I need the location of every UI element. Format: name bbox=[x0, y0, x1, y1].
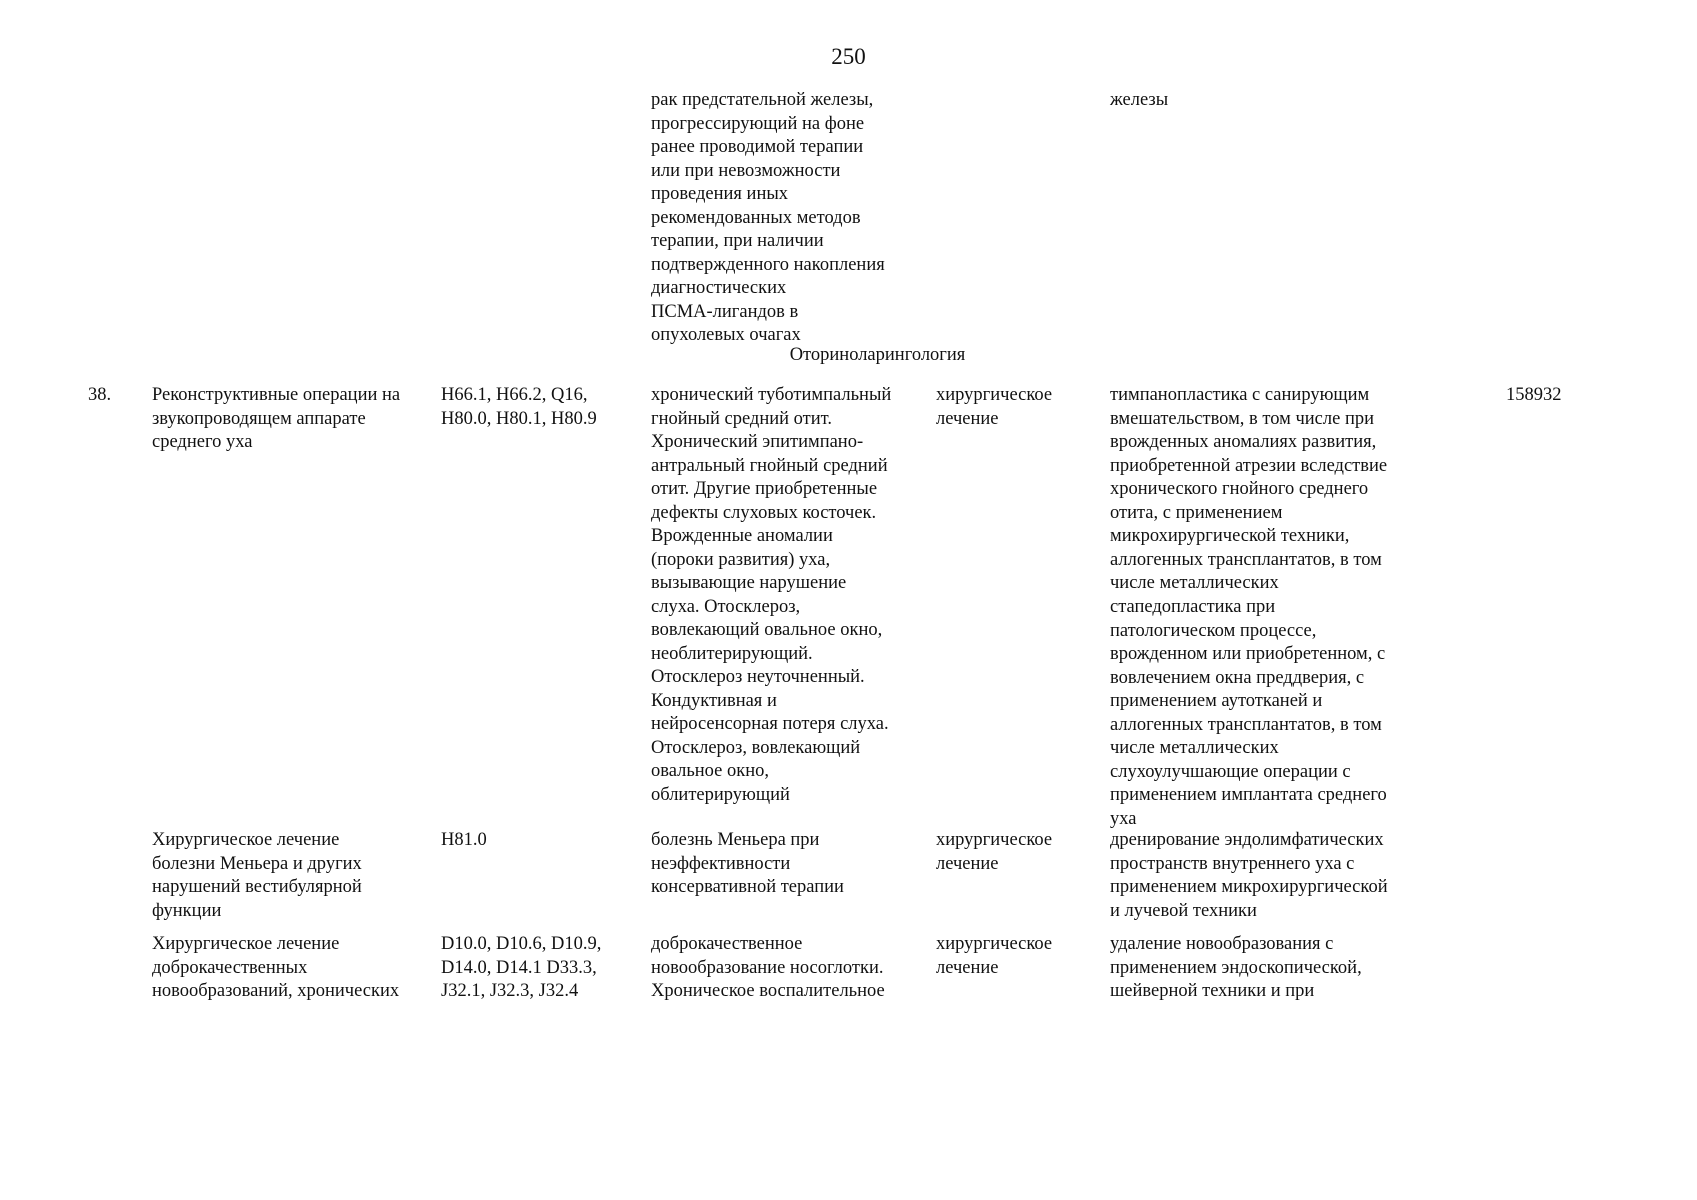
treatment-type: хирургическое лечение bbox=[936, 830, 1053, 874]
treatment-method: тимпанопластика с санирующим вмешательством, в том числе при врожденных аномалиях развития, приобретенной атрезии вследствие хронического гнойного среднего отита, с применением микрохирургической техники, аллогенных трансплантатов, в том числе металлических bbox=[1110, 385, 1388, 593]
treatment-method: удаление новообразования с применением эндоскопической, шейверной техники и при bbox=[1110, 934, 1362, 1001]
continuation-model-cell: рак предстательной железы, прогрессирующий на фоне ранее проводимой терапии или при невозможности проведения иных рекомендованных методов терапии, при наличии подтвержденного накопления диагностических ПСМА-лигандов в опухолевых очагах bbox=[651, 90, 885, 345]
icd-codes: D10.0, D10.6, D10.9, D14.0, D14.1 D33.3, J32.1, J32.3, J32.4 bbox=[441, 934, 602, 1001]
patient-model: болезнь Меньера при неэффективности консервативной терапии bbox=[651, 830, 844, 897]
cost-value: 158932 bbox=[1506, 385, 1562, 405]
procedure-name: Реконструктивные операции на звукопроводящем аппарате среднего уха bbox=[152, 385, 401, 452]
treatment-type: хирургическое лечение bbox=[936, 934, 1053, 978]
procedure-name: Хирургическое лечение доброкачественных новообразований, хронических bbox=[152, 934, 400, 1001]
treatment-method: стапедопластика при патологическом процессе, врожденном или приобретенном, с вовлечением окна преддверия, с применением аутотканей и аллогенных трансплантатов, в том числе металлических слухоулучшающие операции с применением имплантата среднего уха bbox=[1110, 597, 1387, 829]
procedure-name: Хирургическое лечение болезни Меньера и других нарушений вестибулярной функции bbox=[152, 830, 362, 921]
patient-model: доброкачественное новообразование носоглотки. Хроническое воспалительное bbox=[651, 934, 885, 1001]
section-title: Оториноларингология bbox=[789, 345, 966, 365]
icd-codes: H66.1, H66.2, Q16, H80.0, H80.1, H80.9 bbox=[441, 385, 597, 429]
row-number: 38. bbox=[88, 385, 112, 405]
patient-model: хронический туботимпальный гнойный средний отит. Хронический эпитимпано- антральный гнойный средний отит. Другие приобретенные дефекты слуховых косточек. Врожденные аномалии (пороки развития) уха, вызывающие нарушение слуха. Отосклероз, вовлекающий овальное окно, необлитерирующий. Отосклероз неуточненный. Кондуктивная и нейросенсорная потеря слуха. Отосклероз, вовлекающий овальное окно, облитерирующий bbox=[651, 385, 892, 805]
continuation-method-cell: железы bbox=[1110, 90, 1169, 110]
treatment-type: хирургическое лечение bbox=[936, 385, 1053, 429]
treatment-method: дренирование эндолимфатических пространств внутреннего уха с применением микрохирургической и лучевой техники bbox=[1110, 830, 1388, 921]
page-number: 250 bbox=[831, 44, 866, 69]
icd-codes: H81.0 bbox=[441, 830, 487, 850]
